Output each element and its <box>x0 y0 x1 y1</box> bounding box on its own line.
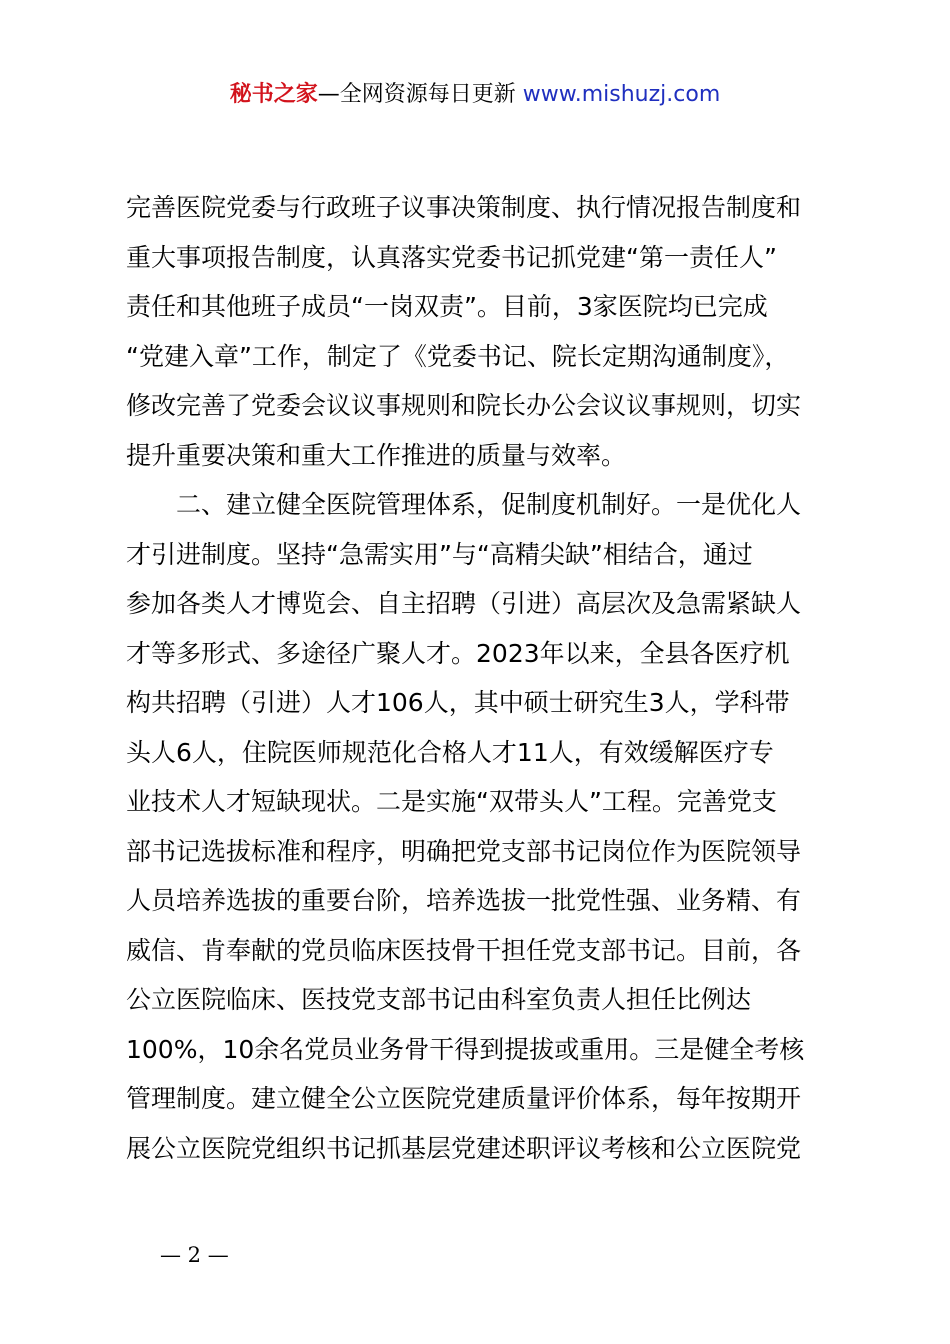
site-url-link[interactable]: www.mishuzj.com <box>522 82 721 107</box>
text-line: 威信、肯奉献的党员临床医技骨干担任党支部书记。目前，各 <box>126 935 802 965</box>
text-line: “党建入章”工作，制定了《党委书记、院长定期沟通制度》， <box>126 341 790 371</box>
document-body <box>126 183 846 1173</box>
section-heading-line: 二、建立健全医院管理体系，促制度机制好。一是优化人 <box>176 490 802 519</box>
text-line: 完善医院党委与行政班子议事决策制度、执行情况报告制度和 <box>126 193 802 222</box>
site-header <box>0 80 950 110</box>
text-line: 才引进制度。坚持“急需实用”与“高精尖缺”相结合，通过 <box>126 539 753 569</box>
site-tagline: —全网资源每日更新 <box>317 82 523 107</box>
site-brand: 秘书之家 <box>229 82 318 107</box>
text-line: 公立医院临床、医技党支部书记由科室负责人担任比例达 <box>126 985 752 1014</box>
text-line: 头人6人，住院医师规范化合格人才11人，有效缓解医疗专 <box>126 737 774 767</box>
text-line: 管理制度。建立健全公立医院党建质量评价体系，每年按期开 <box>126 1084 802 1113</box>
page-number: — 2 — <box>160 1243 229 1267</box>
text-line: 才等多形式、多途径广聚人才。2023年以来，全县各医疗机 <box>126 638 790 668</box>
text-line: 责任和其他班子成员“一岗双责”。目前，3家医院均已完成 <box>126 292 768 321</box>
text-line: 提升重要决策和重大工作推进的质量与效率。 <box>126 440 627 470</box>
text-line: 构共招聘（引进）人才106人，其中硕士研究生3人，学科带 <box>126 688 790 717</box>
text-line: 业技术人才短缺现状。二是实施“双带头人”工程。完善党支 <box>126 787 777 816</box>
text-line: 参加各类人才博览会、自主招聘（引进）高层次及急需紧缺人 <box>126 589 802 618</box>
text-line: 100%，10余名党员业务骨干得到提拔或重用。三是健全考核 <box>126 1034 805 1064</box>
text-line: 展公立医院党组织书记抓基层党建述职评议考核和公立医院党 <box>126 1133 802 1163</box>
text-line: 修改完善了党委会议议事规则和院长办公会议议事规则，切实 <box>126 391 802 420</box>
text-line: 部书记选拔标准和程序，明确把党支部书记岗位作为医院领导 <box>126 836 802 866</box>
text-line: 重大事项报告制度，认真落实党委书记抓党建“第一责任人” <box>126 242 777 272</box>
text-line: 人员培养选拔的重要台阶，培养选拔一批党性强、业务精、有 <box>126 886 802 915</box>
